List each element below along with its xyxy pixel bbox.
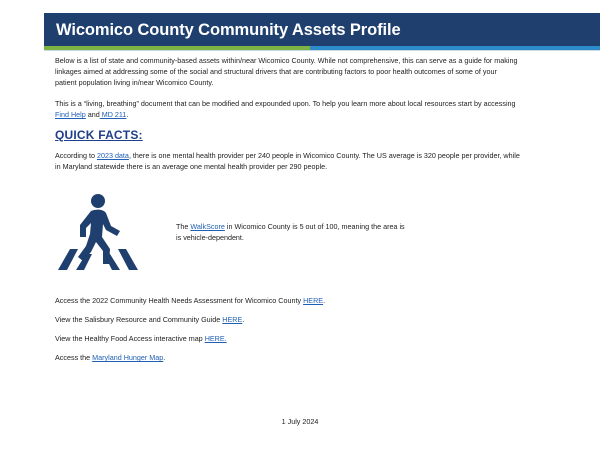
- mh-line-2: in Maryland statewide there is an average one mental health provider per 290 people.: [55, 162, 328, 172]
- resource-chna: [55, 295, 555, 306]
- resource-salisbury-guide: [55, 314, 555, 325]
- walkscore-rest: in Wicomico County is 5 out of 100, meaning the area is: [224, 222, 405, 231]
- intro-line-3: patient population living in/near Wicomico County.: [55, 78, 214, 88]
- hunger-map-link[interactable]: Maryland Hunger Map: [92, 353, 164, 362]
- resource-text: View the Healthy Food Access interactive map: [55, 334, 205, 343]
- period-text: .: [126, 110, 129, 120]
- and-text: and: [85, 110, 100, 120]
- pedestrian-crosswalk-icon: [58, 192, 138, 270]
- food-map-here-link[interactable]: HERE.: [204, 334, 227, 343]
- walkscore-link[interactable]: WalkScore: [190, 222, 225, 231]
- data-2023-link[interactable]: 2023 data: [96, 151, 129, 160]
- accent-stripe-thin: [44, 50, 600, 51]
- living-document-paragraph: [55, 98, 555, 120]
- chna-here-link[interactable]: HERE: [303, 296, 324, 305]
- living-line-2: [55, 109, 555, 120]
- mh-prefix: According to: [55, 151, 97, 160]
- quick-facts-heading: QUICK FACTS:: [55, 128, 143, 142]
- resource-hunger-map: [55, 352, 555, 363]
- intro-line-1: Below is a list of state and community-based assets within/near Wicomico County. While not comprehensive, this can serve as a guide for making: [55, 56, 518, 65]
- title-bar: [44, 13, 600, 46]
- resource-food-map: [55, 333, 555, 344]
- mh-line-1: [55, 150, 555, 161]
- intro-paragraph: [55, 55, 555, 89]
- salisbury-here-link[interactable]: HERE: [222, 315, 243, 324]
- page-title: Wicomico County Community Assets Profile: [56, 21, 401, 39]
- resource-end: .: [163, 353, 166, 362]
- resource-end: .: [323, 296, 326, 305]
- mh-rest: , there is one mental health provider per 240 people in Wicomico County. The US average is 320 people per provider, while: [128, 151, 520, 160]
- walkscore-prefix: The: [176, 222, 191, 231]
- md211-link[interactable]: MD 211: [99, 110, 127, 120]
- find-help-link[interactable]: Find Help: [55, 110, 86, 120]
- resource-text: Access the 2022 Community Health Needs Assessment for Wicomico County: [55, 296, 304, 305]
- resource-text: Access the: [55, 353, 93, 362]
- footer-date: 1 July 2024: [281, 417, 319, 426]
- resource-end: .: [242, 315, 245, 324]
- living-line-1: This is a “living, breathing” document that can be modified and expounded upon. To help you learn more about local resources start by accessing: [55, 99, 516, 108]
- walkscore-line-2: is vehicle-dependent.: [176, 233, 244, 243]
- resource-text: View the Salisbury Resource and Community Guide: [55, 315, 223, 324]
- intro-line-2: linkages aimed at addressing some of the social and structural drivers that are contributing factors to poor health outcomes of some of your: [55, 67, 497, 77]
- walkscore-text: [176, 221, 436, 243]
- mental-health-paragraph: [55, 150, 555, 172]
- walkscore-line-1: [176, 221, 436, 232]
